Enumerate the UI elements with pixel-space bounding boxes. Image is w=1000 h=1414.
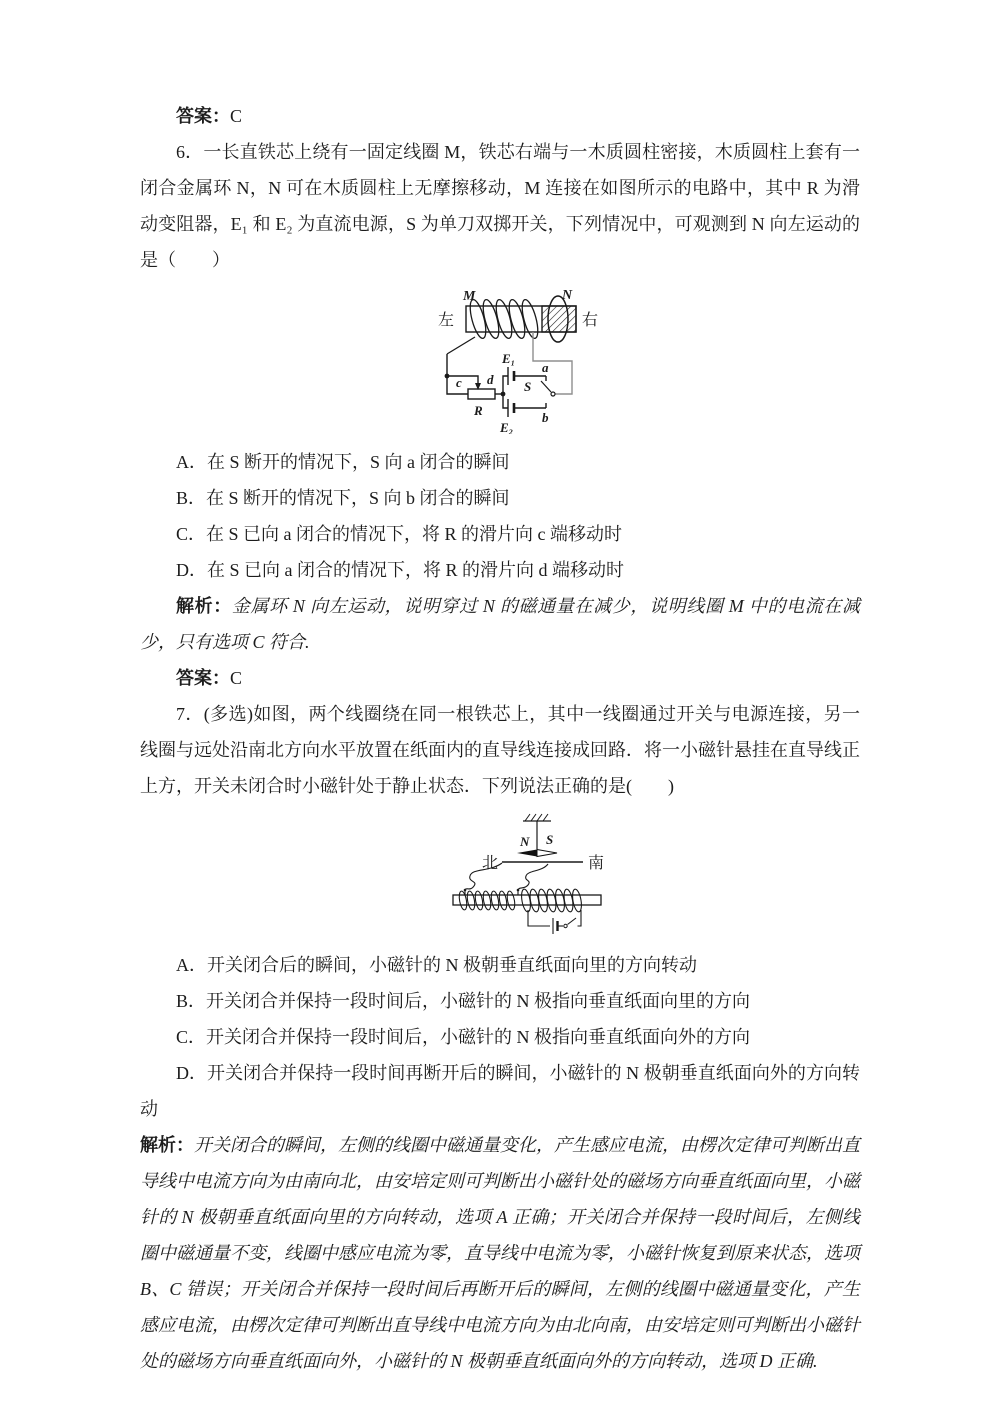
label-left: 左 [438,312,455,329]
compass-figure-q7-svg [420,806,640,941]
label-battery-e2: E₂ [500,420,514,434]
answer-label: 答案： [176,668,230,688]
iron-core-and-cylinder [466,306,576,332]
question-6-option-a: A．在 S 断开的情况下，S 向 a 闭合的瞬间 [176,452,510,472]
question-6-option-c: C．在 S 已向 a 闭合的情况下，将 R 的滑片向 c 端移动时 [176,524,622,544]
question-6-option-b: B．在 S 断开的情况下，S 向 b 闭合的瞬间 [176,488,510,508]
analysis-text: 开关闭合的瞬间，左侧的线圈中磁通量变化，产生感应电流，由楞次定律可判断出直导线中电流方向为由南向北，由安培定则可判断出小磁针处的磁场方向垂直纸面向里，小磁针的 N 极朝垂直纸面向里的方向转动，选项 A 正确；开关闭合并保持一段时间后，左侧线圈中磁通量不变，线圈中感应电流为零，直导线中电流为零，小磁针恢复到原来状态，选项 B、C 错误；开关闭合并保持一段时间后再断开后的瞬间，左侧的线圈中磁通量变化，产生感应电流，由楞次定律可判断出直导线中电流方向为由北向南，由安培定则可判断出小磁针处的磁场方向垂直纸面向外，小磁针的 N 极朝垂直纸面向外的方向转动，选项 D 正确. [140,1135,860,1371]
question-6-analysis [140,588,860,660]
battery-switch-loop [528,910,581,934]
answer-value: C [230,106,243,126]
label-battery-e1: E₁ [502,351,516,366]
label-n-pole: N [520,834,530,849]
circuit-figure-q6 [430,284,860,434]
lead-hook-left [464,889,467,892]
question-6-option-d: D．在 S 已向 a 闭合的情况下，将 R 的滑片向 d 端移动时 [176,560,625,580]
question-6-answer [140,660,860,696]
label-s-pole: S [546,832,554,847]
analysis-label: 解析： [140,1135,194,1155]
switch-pivot [551,392,555,396]
label-end-c: c [456,375,462,390]
label-north: 北 [482,855,499,872]
question-6-stem: 6．一长直铁芯上绕有一固定线圈 M，铁芯右端与一木质圆柱密接，木质圆柱上套有一闭合金属环 N，N 可在木质圆柱上无摩擦移动，M 连接在如图所示的电路中，其中 R 为滑动变阻器，E₁ 和 E₂ 为直流电源，S 为单刀双掷开关，下列情况中，可观测到 N 向左运动的是（ ） [140,142,860,270]
node-dot-right [501,392,506,397]
question-7-option-d: D．开关闭合并保持一段时间再断开后的瞬间，小磁针的 N 极朝垂直纸面向外的方向转动 [140,1063,860,1119]
label-ring-n: N [562,288,573,303]
analysis-text: 金属环 N 向左运动，说明穿过 N 的磁通量在减少，说明线圈 M 中的电流在减少，只有选项 C 符合. [140,596,860,652]
needle-s-half [537,850,557,857]
label-end-d: d [487,372,494,387]
answer-value: C [230,668,243,688]
question-7-analysis [140,1127,860,1379]
label-right: 右 [582,312,599,329]
label-switch-s: S [524,379,532,394]
analysis-label: 解析： [176,596,232,616]
answer-line-q5 [140,98,860,134]
wooden-cylinder [542,306,576,332]
question-7-option-a: A．开关闭合后的瞬间，小磁针的 N 极朝垂直纸面向里的方向转动 [176,955,697,975]
answer-label: 答案： [176,106,230,126]
lead-hook-right [517,889,520,892]
compass-figure-q7 [420,806,860,941]
needle-n-half [517,850,537,857]
question-7-option-c: C．开关闭合并保持一段时间后，小磁针的 N 极指向垂直纸面向外的方向 [176,1027,751,1047]
label-contact-b: b [542,410,549,425]
node-dot-left [445,374,450,379]
wavy-leads [465,863,548,895]
label-contact-a: a [542,360,549,375]
label-south: 南 [588,855,605,872]
label-coil-m: M [463,289,476,304]
label-rheostat-r: R [474,403,483,418]
circuit-wires [447,332,572,417]
question-7-option-b: B．开关闭合并保持一段时间后，小磁针的 N 极指向垂直纸面向里的方向 [176,991,751,1011]
rheostat-r [468,389,495,399]
circuit-figure-q6-svg [430,284,670,434]
question-7-stem: 7．(多选)如图，两个线圈绕在同一根铁芯上，其中一线圈通过开关与电源连接，另一线圈与远处沿南北方向水平放置在纸面内的直导线连接成回路．将一小磁针悬挂在直导线正上方，开关未闭合时小磁针处于静止状态．下列说法正确的是( ) [140,704,860,796]
switch-pivot [564,924,567,927]
